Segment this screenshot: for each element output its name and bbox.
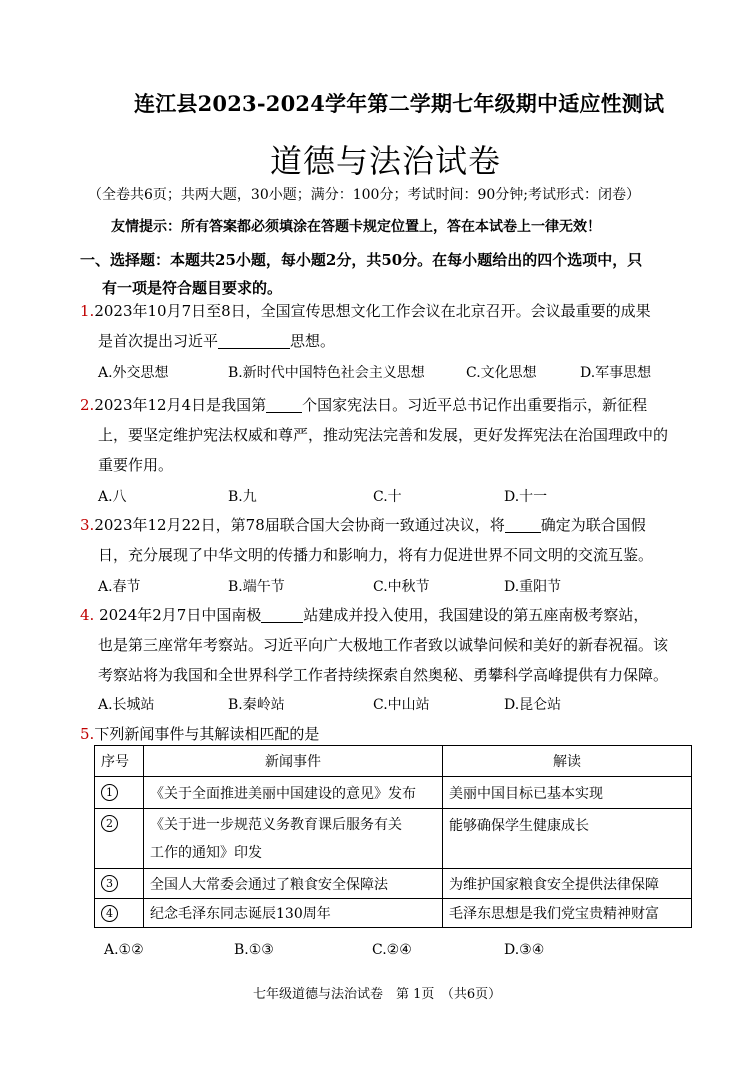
question-5-options	[104, 942, 704, 964]
question-4	[80, 600, 680, 690]
option-d: D.③④	[504, 942, 545, 958]
option-a: A.春节	[98, 579, 141, 595]
option-d: D.昆仑站	[504, 697, 562, 713]
event-text: 《关于进一步规范义务教育课后服务有关	[150, 816, 402, 833]
header-no: 序号	[95, 746, 144, 777]
question-number: 1.	[80, 302, 95, 320]
question-2-options	[98, 486, 698, 508]
answer-blank	[505, 514, 541, 533]
question-text: 2023年10月7日至8日，全国宣传思想文化工作会议在北京召开。会议最重要的成果	[94, 302, 651, 320]
row-no	[95, 869, 144, 899]
option-a: A.八	[98, 489, 127, 505]
exam-info: （全卷共6页；共两大题，30小题；满分：100分；考试时间：90分钟;考试形式：闭卷）	[88, 187, 640, 203]
table-row	[95, 899, 692, 928]
row-reading: 能够确保学生健康成长	[443, 809, 692, 869]
question-text-cont: 也是第三座常年考察站。习近平向广大极地工作者致以诚挚问候和美好的新春祝福。该	[98, 636, 669, 654]
option-d: D.军事思想	[580, 365, 652, 381]
answer-blank	[266, 394, 302, 413]
row-event	[144, 869, 443, 899]
table-row	[95, 777, 692, 809]
option-d: D.十一	[504, 489, 548, 505]
section-heading-line1: 一、选择题：本题共25小题，每小题2分，共50分。在每小题给出的四个选项中，只	[80, 251, 643, 269]
question-number: 5.	[80, 725, 95, 743]
row-no	[95, 899, 144, 928]
question-1-options	[98, 362, 698, 384]
header-reading: 解读	[443, 746, 692, 777]
circled-number: 3	[101, 875, 118, 892]
row-reading: 美丽中国目标已基本实现	[443, 777, 692, 809]
row-event	[144, 899, 443, 928]
row-event	[144, 777, 443, 809]
option-b: B.九	[228, 489, 257, 505]
answer-blank	[261, 604, 303, 623]
event-text-cont: 工作的通知》印发	[150, 844, 262, 861]
question-text-cont: 上，要坚定维护宪法权威和尊严，推动宪法完善和发展，更好发挥宪法在治国理政中的	[98, 426, 669, 444]
row-no	[95, 809, 144, 869]
question-2	[80, 390, 680, 480]
question-3-options	[98, 576, 698, 598]
question-text-part: 站建成并投入使用，我国建设的第五座南极考察站，	[303, 606, 649, 624]
question-text-part: 是首次提出习近平	[98, 332, 219, 350]
table-row	[95, 869, 692, 899]
question-number: 4.	[80, 606, 95, 624]
question-text: 下列新闻事件与其解读相匹配的是	[94, 725, 320, 743]
question-text-part: 确定为联合国假	[540, 516, 646, 534]
option-c: C.中山站	[373, 697, 430, 713]
question-4-options	[98, 694, 698, 716]
table-header-row	[95, 746, 692, 777]
section-heading	[80, 246, 690, 302]
option-b: B.①③	[234, 942, 274, 958]
option-a: A.外交思想	[98, 365, 169, 381]
circled-number: 4	[101, 905, 118, 922]
question-3	[80, 510, 680, 570]
option-b: B.秦岭站	[228, 697, 285, 713]
header-event: 新闻事件	[144, 746, 443, 777]
option-b: B.新时代中国特色社会主义思想	[228, 365, 425, 381]
question-text-cont: 考察站将为我国和全世界科学工作者持续探索自然奥秘、勇攀科学高峰提供有力保障。	[98, 666, 669, 684]
option-c: C.②④	[372, 942, 412, 958]
section-heading-line2: 有一项是符合题目要求的。	[102, 279, 283, 297]
option-d: D.重阳节	[504, 579, 562, 595]
question-text: 2023年12月4日是我国第	[94, 396, 267, 414]
question-number: 3.	[80, 516, 95, 534]
question-number: 2.	[80, 396, 95, 414]
row-reading: 毛泽东思想是我们党宝贵精神财富	[443, 899, 692, 928]
question-text-part: 个国家宪法日。习近平总书记作出重要指示，新征程	[302, 396, 648, 414]
event-text: 纪念毛泽东同志诞辰130周年	[150, 906, 331, 922]
row-reading: 为维护国家粮食安全提供法律保障	[443, 869, 692, 899]
subject-title: 道德与法治试卷	[270, 142, 502, 180]
row-event	[144, 809, 443, 869]
question-text: 2023年12月22日，第78届联合国大会协商一致通过决议，将	[94, 516, 505, 534]
question-text: 2024年2月7日中国南极	[94, 606, 262, 624]
option-b: B.端午节	[228, 579, 285, 595]
option-c: C.文化思想	[466, 365, 537, 381]
circled-number: 1	[101, 784, 118, 801]
option-a: A.①②	[104, 942, 144, 958]
question-text-cont	[80, 326, 680, 356]
answer-blank	[218, 330, 290, 349]
row-no	[95, 777, 144, 809]
exam-title: 连江县2023-2024学年第二学期七年级期中适应性测试	[134, 91, 665, 116]
event-text: 《关于全面推进美丽中国建设的意见》发布	[150, 785, 416, 802]
option-c: C.十	[373, 489, 402, 505]
question-text-cont: 日，充分展现了中华文明的传播力和影响力，将有力促进世界不同文明的交流互鉴。	[98, 546, 654, 564]
question-text-cont: 重要作用。	[98, 456, 174, 474]
news-table	[94, 745, 692, 928]
option-a: A.长城站	[98, 697, 155, 713]
table-row	[95, 809, 692, 869]
page-footer: 七年级道德与法治试卷 第 1页 （共6页）	[253, 987, 502, 1002]
option-c: C.中秋节	[373, 579, 430, 595]
event-text: 全国人大常委会通过了粮食安全保障法	[150, 876, 388, 893]
circled-number: 2	[101, 815, 118, 832]
question-1	[80, 296, 680, 356]
friendly-tip: 友情提示：所有答案都必须填涂在答题卡规定位置上，答在本试卷上一律无效！	[111, 219, 601, 235]
question-text-part: 思想。	[290, 332, 336, 350]
